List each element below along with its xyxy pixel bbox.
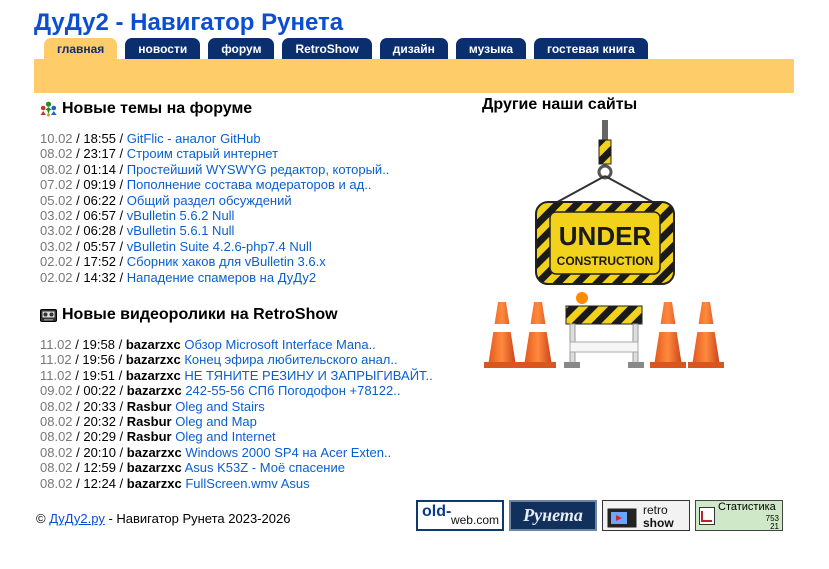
video-item bbox=[40, 414, 433, 429]
video-item bbox=[40, 352, 433, 367]
video-link[interactable]: Oleg and Internet bbox=[175, 429, 276, 445]
topic-time: 09:19 bbox=[83, 177, 116, 193]
topic-time: 06:22 bbox=[83, 192, 116, 208]
video-user: bazarzxc bbox=[126, 444, 182, 460]
separator: / bbox=[115, 444, 127, 460]
separator: / bbox=[72, 146, 84, 162]
copyright-symbol: © bbox=[36, 511, 46, 526]
stats-badge[interactable]: Статистика 753 21 bbox=[695, 500, 783, 531]
under-construction-image bbox=[478, 120, 738, 372]
separator: / bbox=[72, 383, 84, 399]
video-date: 11.02 bbox=[40, 367, 72, 383]
topic-link[interactable]: vBulletin 5.6.2 Null bbox=[126, 207, 235, 223]
video-date: 08.02 bbox=[40, 429, 73, 445]
video-user: bazarzxc bbox=[125, 337, 181, 352]
topic-link[interactable]: vBulletin Suite 4.2.6-php7.4 Null bbox=[126, 238, 312, 254]
separator: / bbox=[72, 238, 84, 254]
video-time: 20:33 bbox=[83, 398, 116, 414]
video-user: bazarzxc bbox=[125, 352, 181, 368]
nav-tab-1[interactable]: новости bbox=[125, 38, 200, 59]
video-date: 11.02 bbox=[40, 352, 72, 368]
separator: / bbox=[71, 367, 83, 383]
separator: / bbox=[72, 429, 84, 445]
site-title: ДуДу2 - Навигатор Рунета bbox=[34, 9, 344, 36]
forum-topic-item bbox=[40, 270, 389, 285]
video-link[interactable]: Windows 2000 SP4 на Acer Exten.. bbox=[185, 444, 392, 460]
topic-link[interactable]: Строим старый интернет bbox=[126, 146, 279, 162]
topic-date: 03.02 bbox=[40, 238, 73, 254]
separator: / bbox=[72, 254, 84, 270]
separator: / bbox=[72, 413, 84, 429]
video-item bbox=[40, 460, 433, 475]
topic-time: 17:52 bbox=[83, 254, 116, 270]
videotape-icon bbox=[40, 309, 57, 322]
topic-link[interactable]: vBulletin 5.6.1 Null bbox=[126, 223, 235, 239]
video-time: 19:51 bbox=[82, 367, 115, 383]
video-link[interactable]: Обзор Microsoft Interface Mana.. bbox=[184, 337, 376, 352]
nav-tab-3[interactable]: RetroShow bbox=[282, 38, 371, 59]
topic-date: 07.02 bbox=[40, 177, 73, 193]
separator: / bbox=[115, 254, 127, 270]
footer bbox=[36, 511, 290, 526]
separator: / bbox=[72, 460, 84, 476]
other-sites-title: Другие наши сайты bbox=[482, 96, 638, 113]
topic-time: 18:55 bbox=[83, 131, 116, 146]
traffic-cone-icon bbox=[688, 302, 724, 368]
forum-topic-item bbox=[40, 223, 389, 238]
video-time: 00:22 bbox=[83, 383, 116, 399]
separator: / bbox=[72, 269, 84, 285]
video-user: Rasbur bbox=[126, 429, 172, 445]
separator: / bbox=[115, 383, 127, 399]
topic-time: 06:28 bbox=[83, 223, 116, 239]
partner-badges bbox=[416, 500, 783, 531]
video-date: 08.02 bbox=[40, 398, 73, 414]
separator: / bbox=[72, 207, 84, 223]
separator: / bbox=[72, 475, 84, 491]
topic-time: 05:57 bbox=[83, 238, 116, 254]
topic-date: 02.02 bbox=[40, 254, 73, 270]
separator: / bbox=[115, 398, 127, 414]
retroshow-badge[interactable]: retro show bbox=[602, 500, 690, 531]
topic-link[interactable]: GitFlic - аналог GitHub bbox=[126, 131, 261, 146]
barrier-icon bbox=[564, 292, 644, 368]
video-date: 08.02 bbox=[40, 444, 73, 460]
nav-tab-6[interactable]: гостевая книга bbox=[534, 38, 648, 59]
separator: / bbox=[72, 131, 84, 146]
forum-section-title bbox=[40, 100, 252, 118]
video-time: 20:29 bbox=[83, 429, 116, 445]
forum-topic-item bbox=[40, 177, 389, 192]
video-link[interactable]: Oleg and Stairs bbox=[175, 398, 265, 414]
separator: / bbox=[72, 161, 84, 177]
forum-topic-item bbox=[40, 193, 389, 208]
forum-topic-item bbox=[40, 254, 389, 269]
video-date: 09.02 bbox=[40, 383, 73, 399]
video-item bbox=[40, 399, 433, 414]
separator: / bbox=[114, 352, 126, 368]
video-time: 12:59 bbox=[83, 460, 116, 476]
separator: / bbox=[115, 269, 127, 285]
video-link[interactable]: 242-55-56 СПб Погодофон +78122.. bbox=[185, 383, 401, 399]
video-user: bazarzxc bbox=[126, 475, 182, 491]
topic-time: 06:57 bbox=[83, 207, 116, 223]
separator: / bbox=[115, 460, 127, 476]
video-time: 19:58 bbox=[82, 337, 115, 352]
topic-date: 05.02 bbox=[40, 192, 73, 208]
video-link[interactable]: Oleg and Map bbox=[175, 413, 257, 429]
video-item bbox=[40, 445, 433, 460]
video-title-text: Новые видеоролики на RetroShow bbox=[62, 306, 338, 323]
separator: / bbox=[115, 413, 127, 429]
footer-text: - Навигатор Рунета 2023-2026 bbox=[108, 511, 291, 526]
forum-topic-item bbox=[40, 239, 389, 254]
video-time: 20:32 bbox=[83, 413, 116, 429]
separator: / bbox=[72, 223, 84, 239]
topic-date: 03.02 bbox=[40, 223, 73, 239]
video-link[interactable]: НЕ ТЯНИТЕ РЕЗИНУ И ЗАПРЫГИВАЙТ.. bbox=[184, 367, 433, 383]
forum-people-icon bbox=[40, 101, 57, 117]
runeta-badge[interactable]: Рунета bbox=[509, 500, 597, 531]
topic-link[interactable]: Простейший WYSWYG редактор, который.. bbox=[126, 161, 390, 177]
nav-tab-4[interactable]: дизайн bbox=[380, 38, 448, 59]
separator: / bbox=[71, 352, 83, 368]
video-item bbox=[40, 337, 433, 352]
video-item bbox=[40, 476, 433, 491]
separator: / bbox=[115, 192, 127, 208]
separator: / bbox=[115, 207, 127, 223]
topic-time: 23:17 bbox=[83, 146, 116, 162]
topic-link[interactable]: Пополнение состава модераторов и ад.. bbox=[126, 177, 372, 193]
footer-site-link[interactable]: ДуДу2.ру bbox=[49, 511, 105, 526]
topic-date: 03.02 bbox=[40, 207, 73, 223]
separator: / bbox=[71, 337, 83, 352]
video-time: 12:24 bbox=[83, 475, 116, 491]
video-user: bazarzxc bbox=[126, 460, 182, 476]
video-item bbox=[40, 368, 433, 383]
video-date: 11.02 bbox=[40, 337, 72, 352]
sign-text-line1: UNDER bbox=[558, 221, 652, 251]
topic-date: 08.02 bbox=[40, 146, 73, 162]
nav-tab-0[interactable]: главная bbox=[44, 38, 117, 59]
video-link[interactable]: Asus K53Z - Моё спасение bbox=[184, 460, 345, 476]
traffic-cone-icon bbox=[520, 302, 556, 368]
sign-text-line2: CONSTRUCTION bbox=[556, 254, 654, 268]
separator: / bbox=[114, 337, 126, 352]
separator: / bbox=[115, 146, 127, 162]
topic-time: 01:14 bbox=[83, 161, 116, 177]
separator: / bbox=[115, 238, 127, 254]
nav-bar bbox=[34, 59, 794, 93]
video-date: 08.02 bbox=[40, 460, 73, 476]
nav-tab-2[interactable]: форум bbox=[208, 38, 274, 59]
video-item bbox=[40, 383, 433, 398]
video-time: 19:56 bbox=[82, 352, 115, 368]
nav-tab-5[interactable]: музыка bbox=[456, 38, 526, 59]
video-list bbox=[40, 337, 433, 491]
traffic-cone-icon bbox=[484, 302, 520, 368]
video-user: bazarzxc bbox=[125, 367, 181, 383]
separator: / bbox=[115, 161, 127, 177]
oldweb-badge[interactable]: old- web.com bbox=[416, 500, 504, 531]
traffic-cone-icon bbox=[650, 302, 686, 368]
forum-topic-item bbox=[40, 131, 389, 146]
separator: / bbox=[72, 444, 84, 460]
counter-icon bbox=[699, 507, 715, 525]
separator: / bbox=[115, 223, 127, 239]
forum-topic-item bbox=[40, 208, 389, 223]
forum-topic-item bbox=[40, 146, 389, 161]
retroshow-tv-icon bbox=[607, 508, 637, 528]
forum-topic-list bbox=[40, 131, 389, 285]
video-time: 20:10 bbox=[83, 444, 116, 460]
forum-title-text: Новые темы на форуме bbox=[62, 100, 253, 117]
separator: / bbox=[72, 192, 84, 208]
topic-link[interactable]: Сборник хаков для vBulletin 3.6.x bbox=[126, 254, 326, 270]
topic-link[interactable]: Общий раздел обсуждений bbox=[126, 192, 292, 208]
video-date: 08.02 bbox=[40, 413, 73, 429]
separator: / bbox=[115, 177, 127, 193]
video-user: Rasbur bbox=[126, 413, 172, 429]
video-user: bazarzxc bbox=[126, 383, 182, 399]
separator: / bbox=[115, 131, 127, 146]
topic-date: 08.02 bbox=[40, 161, 73, 177]
separator: / bbox=[72, 398, 84, 414]
separator: / bbox=[115, 475, 127, 491]
topic-date: 02.02 bbox=[40, 269, 73, 285]
separator: / bbox=[114, 367, 126, 383]
video-item bbox=[40, 429, 433, 444]
separator: / bbox=[72, 177, 84, 193]
video-link[interactable]: FullScreen.wmv Asus bbox=[185, 475, 310, 491]
topic-link[interactable]: Нападение спамеров на ДуДу2 bbox=[126, 269, 317, 285]
video-link[interactable]: Конец эфира любительского анал.. bbox=[184, 352, 398, 368]
video-section-title bbox=[40, 306, 338, 324]
forum-topic-item bbox=[40, 162, 389, 177]
video-user: Rasbur bbox=[126, 398, 172, 414]
separator: / bbox=[115, 429, 127, 445]
topic-time: 14:32 bbox=[83, 269, 116, 285]
topic-date: 10.02 bbox=[40, 131, 73, 146]
main-nav bbox=[44, 38, 648, 59]
video-date: 08.02 bbox=[40, 475, 73, 491]
